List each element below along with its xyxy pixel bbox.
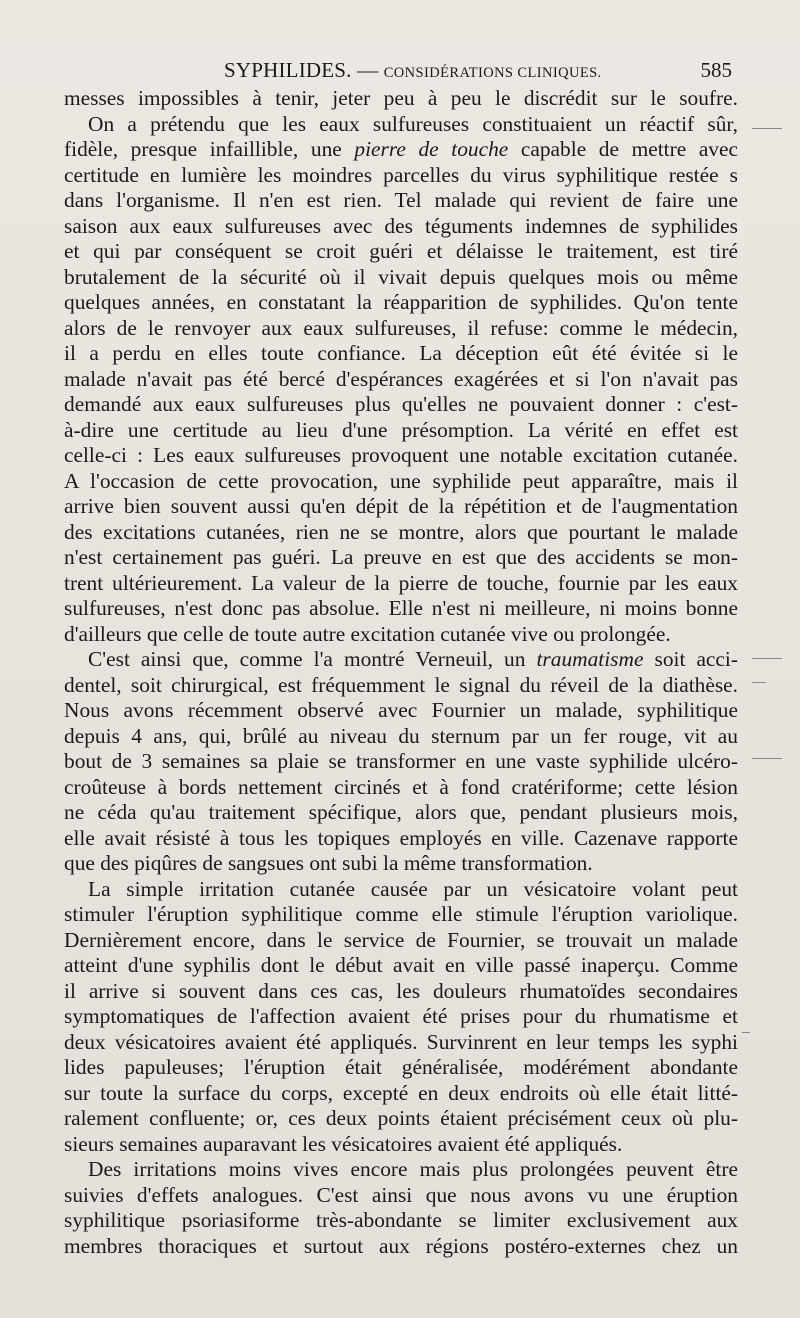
text-line: dentel, soit chirurgical, est fréquemment le signal du réveil de la diathèse. (64, 672, 738, 697)
text-line: alors de le renvoyer aux eaux sulfureuses, il refuse: comme le médecin, (64, 315, 738, 340)
running-header (76, 52, 738, 86)
page-number: 585 (700, 58, 732, 82)
text-line: n'est certainement pas guéri. La preuve en est que des accidents se mon- (64, 545, 738, 569)
running-title-main: SYPHILIDES. — (224, 58, 384, 82)
text-line: atteint d'une syphilis dont le début avait en ville passé inaperçu. Comme (64, 953, 738, 977)
text-line: sur toute la surface du corps, excepté en deux endroits où elle était litté- (64, 1080, 738, 1105)
text-line: deux vésicatoires avaient été appliqués. Survinrent en leur temps les syphi (64, 1029, 738, 1054)
text-segment: C'est ainsi que, comme l'a montré Verneuil, un (88, 647, 526, 671)
text-line: il a perdu en elles toute confiance. La déception eût été évitée si le (64, 341, 738, 365)
text-line: croûteuse à bords nettement circinés et à fond cratériforme; cette lésion (64, 774, 738, 799)
italic-term: traumatisme (536, 647, 644, 671)
text-line: sieurs semaines auparavant les vésicatoires avaient été appliqués. (64, 1131, 623, 1156)
text-line (64, 137, 738, 163)
text-line: syphilitique psoriasiforme très-abondante se limiter exclusivement aux (64, 1208, 738, 1232)
text-line: ne céda qu'au traitement spécifique, alors que, pendant plusieurs mois, (64, 800, 738, 824)
text-line: depuis 4 ans, qui, brûlé au niveau du sternum par un fer rouge, vit au (64, 723, 738, 748)
text-line: des excitations cutanées, rien ne se montre, alors que pourtant le malade (64, 519, 738, 544)
text-segment: fidèle, presque infaillible, une (64, 137, 342, 161)
text-line: La simple irritation cutanée causée par un vésicatoire volant peut (88, 876, 738, 901)
text-line: On a prétendu que les eaux sulfureuses constituaient un réactif sûr, (88, 111, 738, 136)
text-line: Des irritations moins vives encore mais plus prolongées peuvent être (88, 1157, 738, 1181)
running-title (224, 58, 602, 83)
text-line: brutalement de la sécurité où il vivait depuis quelques mois ou même (64, 264, 738, 289)
body-text (64, 86, 738, 1259)
text-line: Nous avons récemment observé avec Fournier un malade, syphilitique (64, 698, 738, 722)
text-line: sulfureuses, n'est donc pas absolue. Elle n'est ni meilleure, ni moins bonne (64, 596, 738, 620)
text-line: suivies d'effets analogues. C'est ainsi que nous avons vu une éruption (64, 1182, 738, 1207)
margin-rule (752, 658, 782, 659)
italic-term: pierre de touche (354, 137, 509, 161)
text-segment: soit acci- (654, 647, 738, 671)
text-segment: capable de mettre avec (520, 137, 738, 161)
text-line: membres thoraciques et surtout aux régions postéro-externes chez un (64, 1233, 738, 1258)
text-line: Dernièrement encore, dans le service de Fournier, se trouvait un malade (64, 927, 738, 952)
margin-rule (752, 128, 782, 129)
margin-rule (752, 758, 782, 759)
text-line: arrive bien souvent aussi qu'en dépit de la répétition et de l'augmentation (64, 494, 738, 518)
text-line: demandé aux eaux sulfureuses plus qu'elles ne pouvaient donner : c'est- (64, 392, 738, 416)
text-line: celle-ci : Les eaux sulfureuses provoquent une notable excitation cutanée. (64, 443, 738, 467)
text-line: lides papuleuses; l'éruption était généralisée, modérément abondante (64, 1055, 738, 1079)
text-line: que des piqûres de sangsues ont subi la même transformation. (64, 851, 593, 875)
text-line: il arrive si souvent dans ces cas, les douleurs rhumatoïdes secondaires (64, 978, 738, 1003)
margin-rule (742, 1032, 750, 1033)
text-line: et qui par conséquent se croit guéri et délaisse le traitement, est tiré (64, 239, 738, 263)
text-line: A l'occasion de cette provocation, une syphilide peut apparaître, mais il (64, 468, 738, 493)
text-line: certitude en lumière les moindres parcelles du virus syphilitique restée s (64, 162, 738, 187)
text-line: symptomatiques de l'affection avaient été prises pour du rhumatisme et (64, 1004, 738, 1028)
text-line: dans l'organisme. Il n'en est rien. Tel malade qui revient de faire une (64, 188, 738, 212)
text-line: ralement confluente; or, ces deux points étaient précisément ceux où plu- (64, 1106, 738, 1130)
text-line: elle avait résisté à tous les topiques employés en ville. Cazenave rapporte (64, 825, 738, 850)
text-line: d'ailleurs que celle de toute autre excitation cutanée vive ou prolongée. (64, 621, 671, 646)
text-line: stimuler l'éruption syphilitique comme elle stimule l'éruption variolique. (64, 902, 738, 926)
text-line: malade n'avait pas été bercé d'espérances exagérées et si l'on n'avait pas (64, 366, 738, 391)
text-line: quelques années, en constatant la réapparition de syphilides. Qu'on tente (64, 290, 738, 314)
text-line: bout de 3 semaines sa plaie se transformer en une vaste syphilide ulcéro- (64, 749, 738, 773)
text-line: messes impossibles à tenir, jeter peu à peu le discrédit sur le soufre. (64, 86, 738, 110)
text-line: saison aux eaux sulfureuses avec des téguments indemnes de syphilides (64, 213, 738, 238)
text-line (64, 647, 738, 673)
running-title-subtitle: CONSIDÉRATIONS CLINIQUES. (383, 65, 602, 81)
text-line: à-dire une certitude au lieu d'une présomption. La vérité en effet est (64, 417, 738, 442)
text-line: trent ultérieurement. La valeur de la pierre de touche, fournie par les eaux (64, 570, 738, 595)
margin-rule (752, 682, 766, 683)
